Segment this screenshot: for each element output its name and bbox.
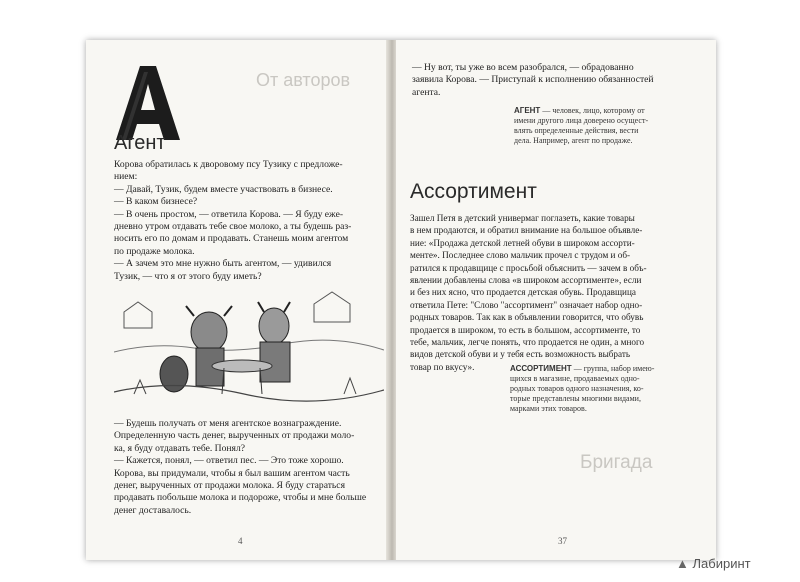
definition-text: торые представлены многими видами,: [510, 394, 641, 403]
text-line: по продаже молока.: [114, 245, 195, 257]
text-line: нием:: [114, 171, 138, 183]
definition-text: дела. Например, агент по продаже.: [514, 136, 633, 145]
watermark-text: Лабиринт: [692, 556, 751, 571]
text-line: видов детской обуви и у тебя есть возможность выбрать: [410, 349, 631, 360]
definition-text: — человек, лицо, которому от: [540, 106, 645, 115]
text-line: Зашел Петя в детский универмаг поглазеть, какие товары: [410, 213, 635, 223]
text-line: — А зачем это мне нужно быть агентом, — удивился: [114, 258, 332, 270]
ghost-heading: Бригада: [580, 452, 653, 473]
ghost-header: От авторов: [256, 70, 351, 90]
text-line: носить его по домам и продавать. Станешь моим агентом: [114, 233, 349, 245]
agent-story-part1: [114, 159, 351, 283]
definition-text: — группа, набор имею-: [571, 364, 655, 373]
page-number-left: 4: [238, 536, 243, 546]
assortment-story: [410, 212, 647, 373]
left-page: [86, 40, 388, 560]
text-line: Корова, вы придумали, чтобы я был вашим агентом часть: [114, 467, 350, 479]
definition-term: АССОРТИМЕНТ: [510, 364, 572, 373]
section-heading-agent: Агент: [114, 132, 166, 154]
text-line: ка, я буду отдавать тебе. Понял?: [114, 442, 245, 454]
text-line: дневно утром отдавать тебе свое молоко, а ты будешь раз-: [114, 221, 352, 233]
agent-definition: [514, 106, 648, 146]
text-line: ратился к продавщице с просьбой объяснить — зачем в объ-: [410, 262, 647, 273]
text-line: — В очень простом, — ответила Корова. — Я буду еже-: [114, 208, 344, 220]
text-line: тебе, мальчик, легче понять, что продается не один, а много: [410, 337, 645, 348]
assortment-definition: [510, 364, 654, 414]
text-line: — В каком бизнесе?: [114, 196, 198, 208]
watermark-logo: [676, 556, 751, 571]
text-line: и без них ясно, что продается детская обувь. Продавщица: [410, 287, 636, 298]
text-line: — Давай, Тузик, будем вместе участвовать в бизнесе.: [114, 183, 333, 195]
right-page: [396, 40, 716, 560]
definition-text: влять определенные действия, вести: [514, 126, 639, 135]
text-line: продавать побольше молока и подороже, чтобы и мне больше: [114, 492, 367, 504]
text-line: товар по вкусу».: [410, 361, 475, 372]
text-line: родных товаров. Так как в объявлении говорится, что обувь: [410, 312, 644, 323]
definition-text: марками этих товаров.: [510, 404, 587, 413]
text-line: Корова обратилась к дворовому псу Тузику с предложе-: [114, 159, 343, 170]
text-line: агента.: [412, 86, 441, 98]
text-line: ответила Пете: "Слово "ассортимент" означает набор одно-: [410, 299, 643, 310]
agent-story-part2: [114, 418, 366, 517]
definition-term: АГЕНТ: [514, 106, 541, 115]
agent-story-ending: [412, 62, 654, 99]
text-line: — Будешь получать от меня агентское вознаграждение.: [114, 418, 342, 429]
text-line: — Кажется, понял, — ответил пес. — Это тоже хорошо.: [114, 455, 344, 467]
book-spread: [86, 40, 716, 560]
definition-text: щихся в магазине, продаваемых одно-: [510, 374, 640, 383]
definition-text: родных товаров одного назначения, ко-: [510, 384, 644, 393]
cow-and-dog-illustration: [114, 282, 384, 402]
page-number-right: 37: [558, 536, 567, 546]
text-line: менте». Последнее слово мальчик прочел с трудом и об-: [410, 250, 631, 261]
text-line: ние: «Продажа детской летней обуви в широком ассорти-: [410, 237, 635, 248]
text-line: денег, вырученных от продажи молока. Я буду стараться: [114, 480, 345, 492]
text-line: в нем продаются, и обратил внимание на большое объявле-: [410, 225, 643, 236]
labirint-icon: ▲: [676, 556, 689, 571]
text-line: Определенную часть денег, вырученных от продажи моло-: [114, 430, 355, 442]
text-line: продается в широком, то есть в большом, ассортименте, то: [410, 324, 641, 335]
text-line: явлении добавлены слова «в широком ассортименте», если: [410, 275, 642, 286]
definition-text: имени другого лица доверено осущест-: [514, 116, 649, 125]
text-line: заявила Корова. — Приступай к исполнению обязанностей: [412, 74, 654, 86]
text-line: Тузик, — что я от этого буду иметь?: [114, 270, 262, 282]
text-line: денег доставалось.: [114, 504, 192, 516]
section-heading-assortment: Ассортимент: [410, 180, 537, 203]
text-line: — Ну вот, ты уже во всем разобрался, — обрадованно: [412, 62, 634, 73]
